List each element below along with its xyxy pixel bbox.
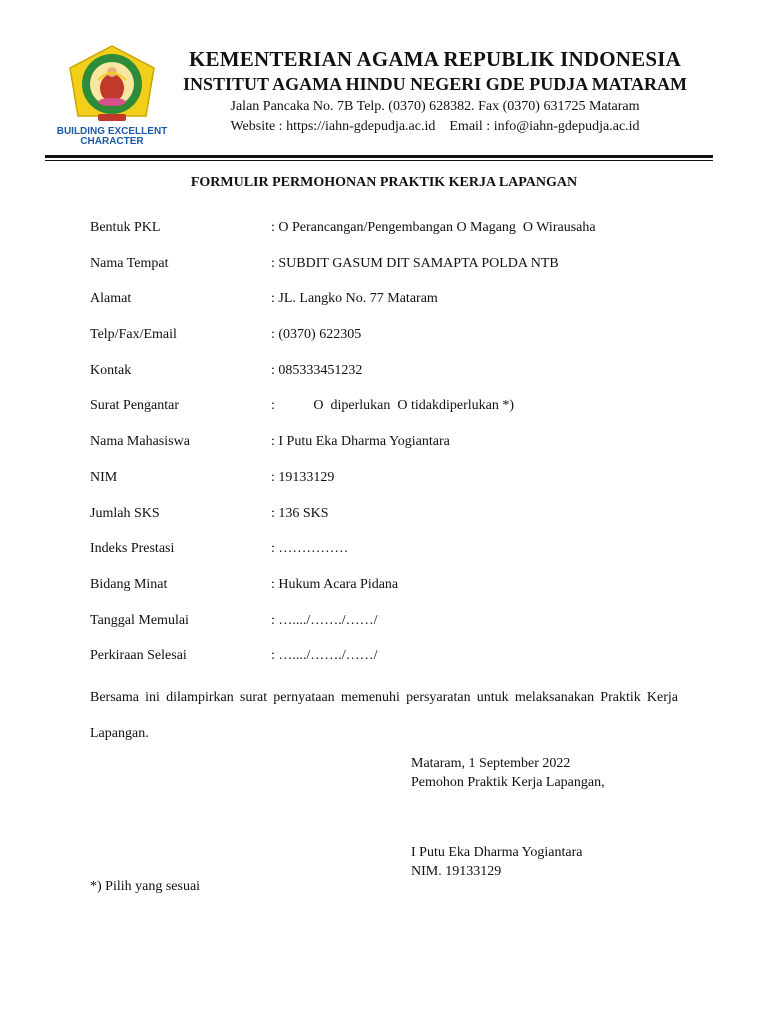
signature-header <box>411 754 605 792</box>
field-value: : SUBDIT GASUM DIT SAMAPTA POLDA NTB <box>271 255 559 271</box>
logo-caption-line1: BUILDING EXCELLENT <box>56 126 168 137</box>
field-label: Indeks Prestasi <box>90 541 175 557</box>
field-label: Bentuk PKL <box>90 220 161 235</box>
field-label: Tanggal Memulai <box>90 612 189 628</box>
field-label: Alamat <box>90 291 132 307</box>
field-label: NIM <box>90 469 118 485</box>
field-label: Nama Mahasiswa <box>90 434 190 450</box>
field-label: Telp/Fax/Email <box>90 327 177 343</box>
footnote: *) Pilih yang sesuai <box>90 879 201 894</box>
header-rule-thick <box>45 155 713 158</box>
field-value: : I Putu Eka Dharma Yogiantara <box>271 434 450 450</box>
website-text: Website : https://iahn-gdepudja.ac.id <box>230 119 436 134</box>
field-value: : Hukum Acara Pidana <box>271 576 399 592</box>
field-row-bidang-minat <box>90 573 690 609</box>
letterhead-text <box>180 46 690 137</box>
header-rule-thin <box>45 160 713 161</box>
field-row-alamat <box>90 287 690 323</box>
field-row-indeks-prestasi <box>90 537 690 573</box>
field-label: Nama Tempat <box>90 255 169 271</box>
institute-address: Jalan Pancaka No. 7B Telp. (0370) 628382. Fax (0370) 631725 Mataram <box>230 99 640 114</box>
applicant-role: Pemohon Praktik Kerja Lapangan, <box>411 775 605 790</box>
field-value: : 19133129 <box>271 469 335 485</box>
field-row-nama-tempat <box>90 252 690 288</box>
field-label: Surat Pengantar <box>90 398 180 414</box>
place-date: Mataram, 1 September 2022 <box>411 756 571 771</box>
field-row-perkiraan-selesai <box>90 644 690 680</box>
field-row-nama-mahasiswa <box>90 430 690 466</box>
field-value: : (0370) 622305 <box>271 327 362 343</box>
field-label: Jumlah SKS <box>90 505 160 521</box>
ministry-name: KEMENTERIAN AGAMA REPUBLIK INDONESIA <box>188 47 681 71</box>
logo-caption-line2: CHARACTER <box>80 136 144 147</box>
field-value: : JL. Langko No. 77 Mataram <box>271 291 438 307</box>
field-value: : O Perancangan/Pengembangan O Magang O Wirausaha <box>271 220 596 235</box>
field-value: : …..../……./……/ <box>271 612 378 628</box>
applicant-nim: NIM. 19133129 <box>411 864 502 879</box>
statement-paragraph: Bersama ini dilampirkan surat pernyataan memenuhi persyaratan untuk melaksanakan Praktik Kerja Lapangan. <box>90 690 678 741</box>
field-value: : 085333451232 <box>271 362 363 378</box>
letterhead <box>0 38 768 148</box>
institution-logo <box>52 44 172 154</box>
logo-emblem-icon <box>64 44 160 128</box>
form-fields <box>90 216 690 680</box>
contact-line <box>180 117 690 137</box>
field-value: : O diperlukan O tidakdiperlukan *) <box>271 398 515 414</box>
field-row-telp <box>90 323 690 359</box>
institute-name: INSTITUT AGAMA HINDU NEGERI GDE PUDJA MATARAM <box>182 74 688 94</box>
field-value: : 136 SKS <box>271 505 329 521</box>
form-title: FORMULIR PERMOHONAN PRAKTIK KERJA LAPANGAN <box>190 175 578 190</box>
field-value: : …..../……./……/ <box>271 648 378 664</box>
signature-block <box>411 843 582 881</box>
applicant-name: I Putu Eka Dharma Yogiantara <box>411 845 583 860</box>
field-row-bentuk-pkl <box>90 216 690 252</box>
field-label: Bidang Minat <box>90 576 168 592</box>
field-value: : …………… <box>271 541 349 557</box>
field-row-jumlah-sks <box>90 502 690 538</box>
field-row-kontak <box>90 359 690 395</box>
email-text: Email : info@iahn-gdepudja.ac.id <box>449 119 640 134</box>
field-label: Perkiraan Selesai <box>90 648 187 664</box>
field-row-tanggal-memulai <box>90 609 690 645</box>
field-row-surat-pengantar <box>90 394 690 430</box>
field-row-nim <box>90 466 690 502</box>
field-label: Kontak <box>90 362 132 378</box>
